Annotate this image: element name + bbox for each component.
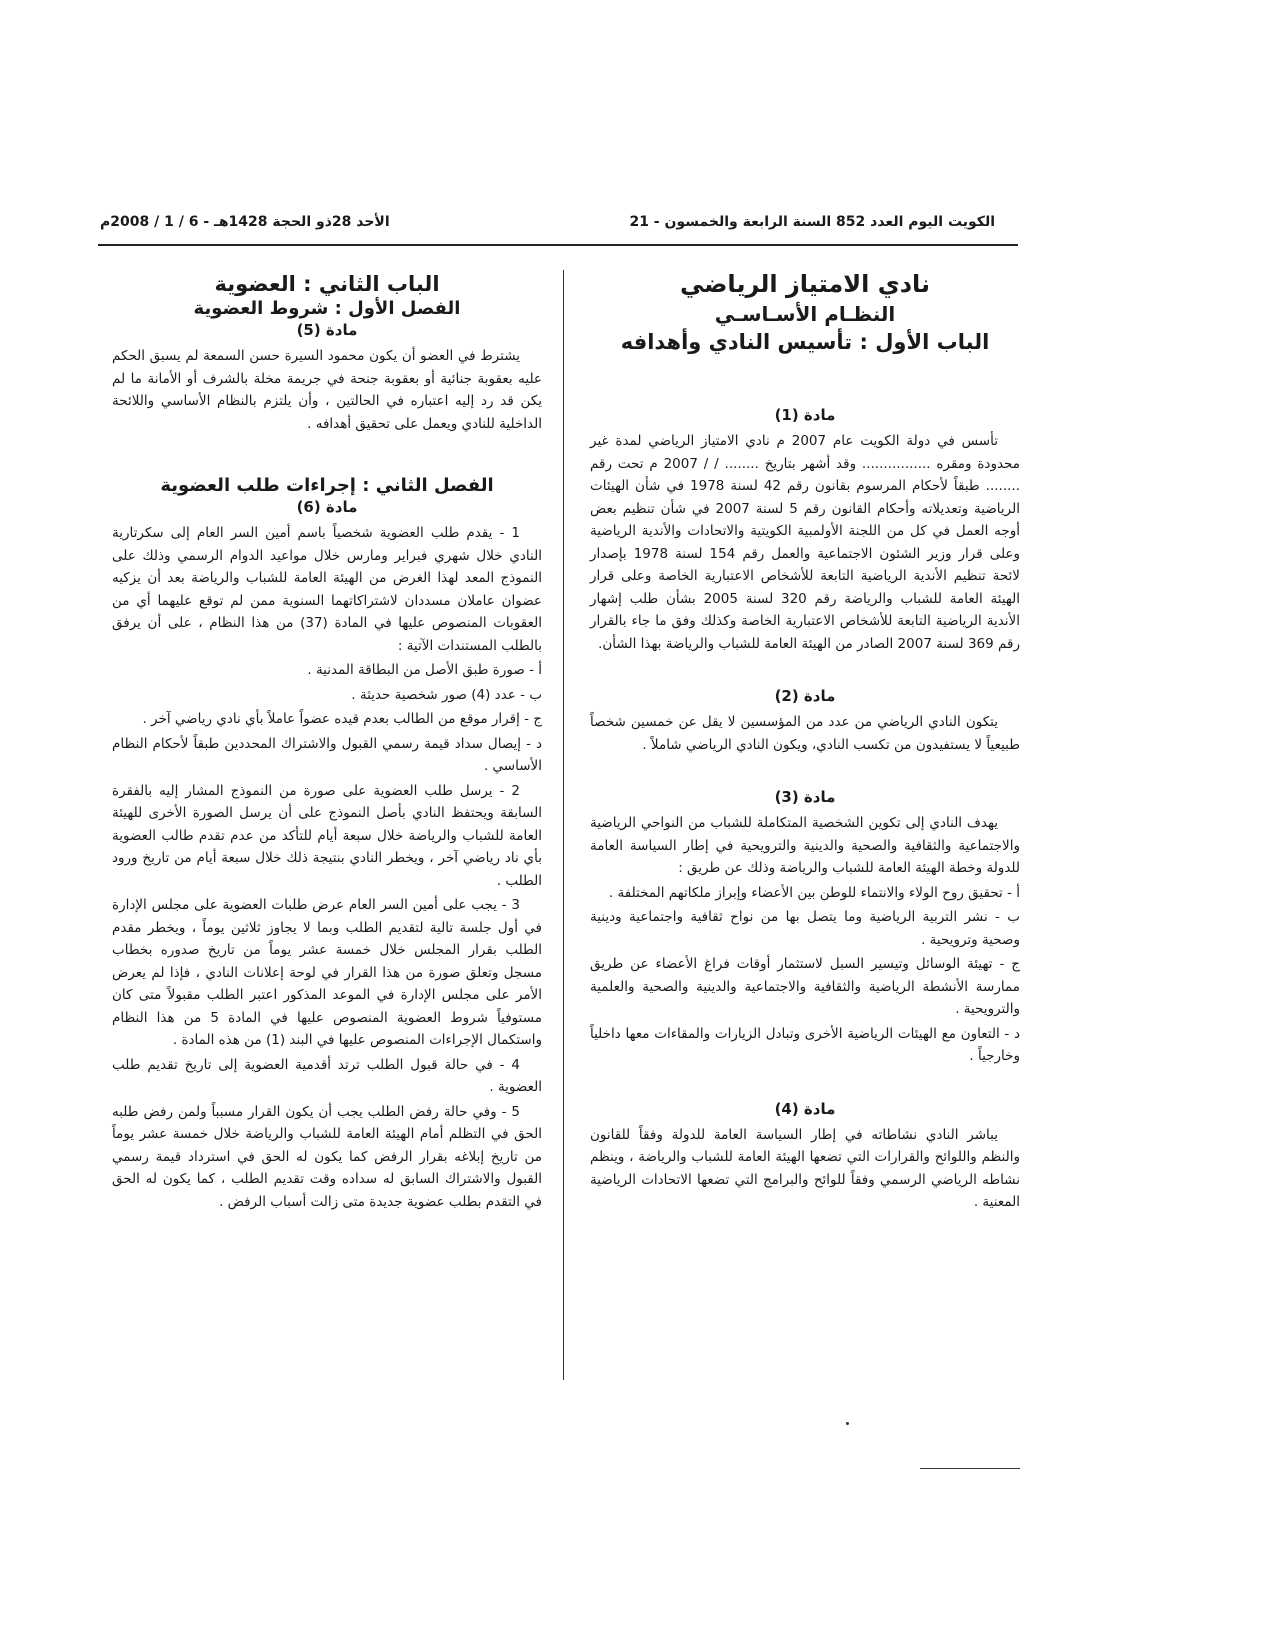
- gazette-date-header: الأحد 28ذو الحجة 1428هـ - 6 / 1 / 2008م: [100, 214, 390, 230]
- article-3-item-c: ج - تهيئة الوسائل وتيسير السبل لاستثمار أوقات فراغ الأعضاء عن طريق ممارسة الأنشطة الرياضية والثقافية والاجتماعية والدينية والصحية والعلمية والترويحية .: [590, 956, 1020, 1017]
- chapter-two-heading: الفصل الثاني : إجراءات طلب العضوية: [160, 475, 494, 496]
- article-4-text: يباشر النادي نشاطاته في إطار السياسة العامة للدولة وفقاً للقانون والنظم واللوائح والقرارات التي تضعها الهيئة العامة للشباب والرياضة ، وينظم نشاطه الرياضي الرسمي وفقاً للوائح والبرامج التي تضعها الاتحادات الرياضية المعنية .: [590, 1126, 1020, 1210]
- article-1-text: تأسس في دولة الكويت عام 2007 م نادي الامتياز الرياضي لمدة غير محدودة ومقره ................ وقد أشهر بتاريخ ........ / / 2007 م تحت رقم ........ طبقاً لأحكام المرسوم بقانون رقم 42 لسنة 1978 في شأن الهيئات الرياضية وتعديلاته وأحكام القانون رقم 5 لسنة 2007 في شأن تنظيم بعض أوجه العمل في كل من اللجنة الأولمبية الكويتية والاتحادات والأندية الرياضية وعلى قرار وزير الشئون الاجتماعية والعمل رقم 154 لسنة 1978 بإصدار لائحة تنظيم الأندية الرياضية التابعة للأشخاص الاعتبارية الخاصة وعلى قرار الهيئة العامة للشباب والرياضة رقم 320 لسنة 2005 بشأن طلب إشهار الأندية الرياضية التابعة للأشخاص الاعتبارية الخاصة وكذلك وفق ما جاء بالقرار رقم 369 لسنة 2007 الصادر من الهيئة العامة للشباب والرياضة بهذا الشأن.: [590, 433, 1020, 652]
- article-3-heading: مادة (3): [774, 788, 836, 806]
- scan-speck: [846, 1422, 849, 1425]
- club-title: نادي الامتياز الرياضي: [679, 270, 931, 298]
- statute-title: النظـام الأسـاسـي: [714, 302, 896, 326]
- chapter-one-heading: الفصل الأول : شروط العضوية: [193, 298, 461, 319]
- article-5-heading: مادة (5): [296, 321, 358, 339]
- article-6-item-c: ج - إقرار موقع من الطالب بعدم قيده عضواً عاملاً بأي نادي رياضي آخر .: [142, 711, 542, 727]
- gazette-issue-header: الكويت اليوم العدد 852 السنة الرابعة والخمسون - 21: [629, 214, 995, 230]
- article-6-heading: مادة (6): [296, 498, 358, 516]
- article-6-item-d: د - إيصال سداد قيمة رسمي القبول والاشتراك المحددين طبقاً لأحكام النظام الأساسي .: [112, 735, 542, 774]
- article-3-item-a: أ - تحقيق روح الولاء والانتماء للوطن بين الأعضاء وإبراز ملكاتهم المختلفة .: [608, 884, 1020, 901]
- article-6-para-3: 3 - يجب على أمين السر العام عرض طلبات العضوية على مجلس الإدارة في أول جلسة تالية لتقديم الطلب وبما لا يجاوز ثلاثين يوماً ، ويخطر مقدم الطلب بقرار المجلس خلال خمسة عشر يوماً من تاريخ صدوره بخطاب مسجل وتعلق صورة من هذا القرار في لوحة إعلانات النادي ، فإذا لم يعرض الأمر على مجلس الإدارة في الموعد المذكور اعتبر الطلب مقبولاً متى كان مستوفياً شروط العضوية المنصوص عليها في المادة 5 من هذا النظام واستكمال الإجراءات المنصوص عليها في البند (1) من هذه المادة .: [112, 897, 542, 1048]
- header-divider: [98, 244, 1018, 246]
- article-3-item-b: ب - نشر التربية الرياضية وما يتصل بها من نواح ثقافية واجتماعية ودينية وصحية وترويحية .: [590, 909, 1020, 948]
- article-6-para-1: 1 - يقدم طلب العضوية شخصياً باسم أمين السر العام إلى سكرتارية النادي خلال شهري فبراير ومارس خلال مواعيد الدوام الرسمي وذلك على النموذج المعد لهذا الغرض من الهيئة العامة للشباب والرياضة بعد أن يزكيه عضوان عاملان مسددان لاشتراكاتهما السنوية ممن لم توقع عليهما أي من العقوبات المنصوص عليها في المادة (37) من هذا النظام ، على أن يرفق بالطلب المستندات الآتية :: [112, 525, 542, 654]
- article-1-heading: مادة (1): [774, 406, 836, 424]
- column-divider: [563, 270, 564, 1380]
- right-column: [590, 270, 1020, 1216]
- article-6-para-5: 5 - وفي حالة رفض الطلب يجب أن يكون القرار مسبباً ولمن رفض طلبه الحق في التظلم أمام الهيئة العامة للشباب والرياضة خلال خمسة عشر يوماً من تاريخ إبلاغه بقرار الرفض كما يكون له الحق في استرداد قيمة رسمي القبول والاشتراك السابق له سداده وقت تقديم الطلب ، كما يكون له الحق في التقدم بطلب عضوية جديدة متى زالت أسباب الرفض .: [112, 1103, 542, 1210]
- article-6-para-4: 4 - في حالة قبول الطلب ترتد أقدمية العضوية إلى تاريخ تقديم طلب العضوية .: [112, 1056, 542, 1095]
- article-2-heading: مادة (2): [774, 687, 836, 705]
- article-5-text: يشترط في العضو أن يكون محمود السيرة حسن السمعة لم يسبق الحكم عليه بعقوبة جنائية أو بعقوبة جنحة في جريمة مخلة بالشرف أو الأمانة ما لم يكن قد رد إليه اعتباره في الحالتين ، وأن يلتزم بالنظام الأساسي واللائحة الداخلية للنادي ويعمل على تحقيق أهدافه .: [112, 348, 542, 432]
- part-one-heading: الباب الأول : تأسيس النادي وأهدافه: [620, 330, 990, 354]
- article-3-item-d: د - التعاون مع الهيئات الرياضية الأخرى وتبادل الزيارات والمقاءات معها داخلياً وخارجياً .: [590, 1025, 1020, 1064]
- article-6-para-2: 2 - يرسل طلب العضوية على صورة من النموذج المشار إليه بالفقرة السابقة ويحتفظ النادي بأصل النموذج على أن يرسل الصورة الأخرى للهيئة العامة للشباب والرياضة خلال سبعة أيام للتأكد من عدم تقدم طالب العضوية بأي ناد رياضي آخر ، ويخطر النادي بنتيجة ذلك خلال سبعة أيام من تاريخ ورود الطلب .: [112, 782, 542, 889]
- part-two-heading: الباب الثاني : العضوية: [214, 272, 440, 296]
- article-6-item-b: ب - عدد (4) صور شخصية حديثة .: [351, 686, 542, 703]
- article-2-text: يتكون النادي الرياضي من عدد من المؤسسين لا يقل عن خمسين شخصاً طبيعياً لا يستفيدون من تكسب النادي، ويكون النادي الرياضي شاملاً .: [590, 714, 1020, 753]
- article-3-text: يهدف النادي إلى تكوين الشخصية المتكاملة للشباب من النواحي الرياضية والاجتماعية والثقافية والصحية والدينية والترويحية في إطار السياسة العامة للدولة وخطة الهيئة العامة للشباب والرياضة وذلك عن طريق :: [590, 815, 1020, 876]
- article-6-item-a: أ - صورة طبق الأصل من البطاقة المدنية .: [307, 662, 542, 678]
- article-4-heading: مادة (4): [774, 1099, 836, 1118]
- left-column: [112, 270, 542, 1215]
- footer-rule: [920, 1468, 1020, 1469]
